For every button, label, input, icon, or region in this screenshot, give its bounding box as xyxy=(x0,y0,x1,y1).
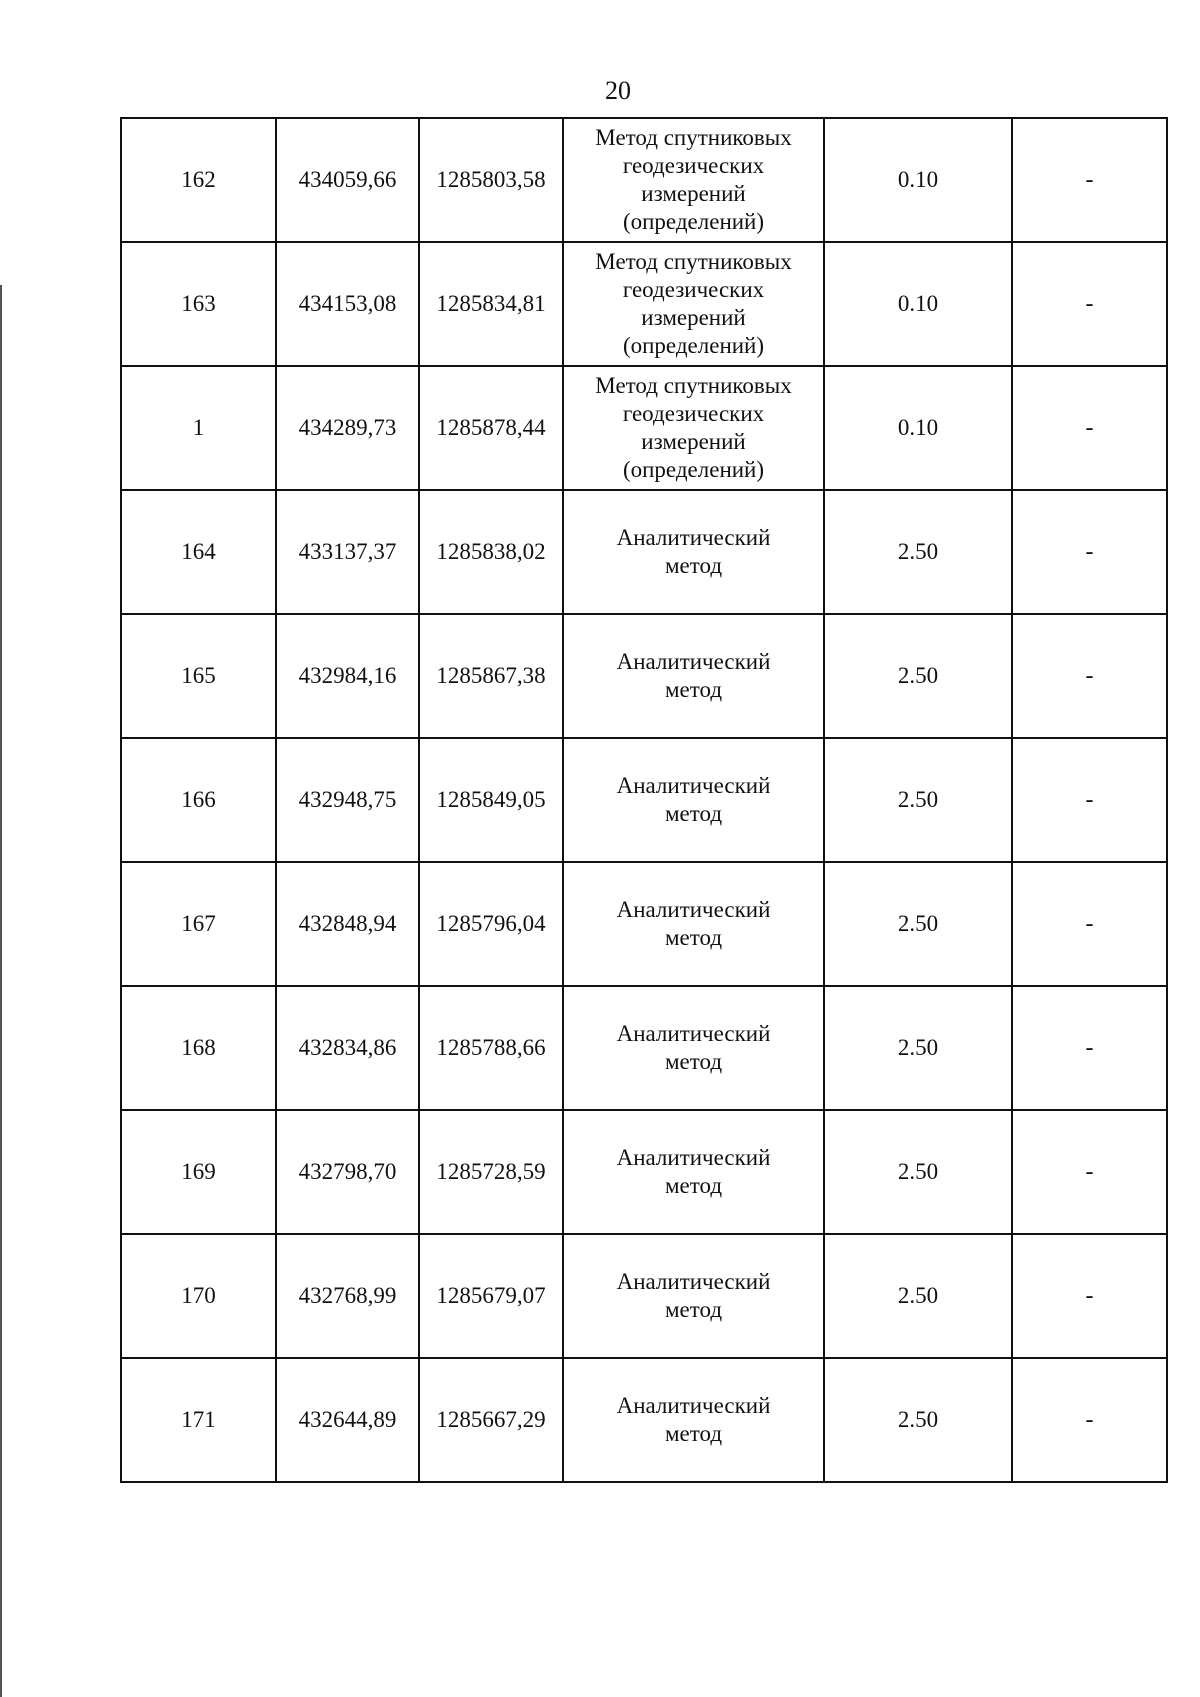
y-coordinate-cell: 1285803,58 xyxy=(419,118,563,242)
point-number-cell: 1 xyxy=(121,366,276,490)
method-cell: Аналитический метод xyxy=(563,738,824,862)
point-number-cell: 169 xyxy=(121,1110,276,1234)
point-number-cell: 171 xyxy=(121,1358,276,1482)
x-coordinate-cell: 432798,70 xyxy=(276,1110,419,1234)
accuracy-cell: 2.50 xyxy=(824,862,1012,986)
point-number-cell: 167 xyxy=(121,862,276,986)
accuracy-cell: 2.50 xyxy=(824,986,1012,1110)
x-coordinate-cell: 432768,99 xyxy=(276,1234,419,1358)
point-number-cell: 163 xyxy=(121,242,276,366)
accuracy-cell: 2.50 xyxy=(824,738,1012,862)
note-cell: - xyxy=(1012,118,1167,242)
table-row xyxy=(121,490,1167,614)
method-cell: Аналитический метод xyxy=(563,1358,824,1482)
point-number-cell: 168 xyxy=(121,986,276,1110)
accuracy-cell: 2.50 xyxy=(824,490,1012,614)
table-row xyxy=(121,614,1167,738)
note-cell: - xyxy=(1012,1234,1167,1358)
x-coordinate-cell: 432644,89 xyxy=(276,1358,419,1482)
x-coordinate-cell: 434153,08 xyxy=(276,242,419,366)
table-row xyxy=(121,1358,1167,1482)
method-cell: Аналитический метод xyxy=(563,490,824,614)
y-coordinate-cell: 1285878,44 xyxy=(419,366,563,490)
accuracy-cell: 2.50 xyxy=(824,1234,1012,1358)
y-coordinate-cell: 1285796,04 xyxy=(419,862,563,986)
method-cell: Метод спутниковых геодезических измерений (определений) xyxy=(563,118,824,242)
note-cell: - xyxy=(1012,986,1167,1110)
y-coordinate-cell: 1285838,02 xyxy=(419,490,563,614)
accuracy-cell: 2.50 xyxy=(824,1358,1012,1482)
note-cell: - xyxy=(1012,862,1167,986)
x-coordinate-cell: 432848,94 xyxy=(276,862,419,986)
scan-edge-line xyxy=(0,285,2,1697)
note-cell: - xyxy=(1012,738,1167,862)
note-cell: - xyxy=(1012,1110,1167,1234)
y-coordinate-cell: 1285849,05 xyxy=(419,738,563,862)
x-coordinate-cell: 434289,73 xyxy=(276,366,419,490)
accuracy-cell: 2.50 xyxy=(824,1110,1012,1234)
y-coordinate-cell: 1285867,38 xyxy=(419,614,563,738)
table-row xyxy=(121,1110,1167,1234)
x-coordinate-cell: 433137,37 xyxy=(276,490,419,614)
method-cell: Метод спутниковых геодезических измерений (определений) xyxy=(563,366,824,490)
method-cell: Аналитический метод xyxy=(563,1234,824,1358)
table-row xyxy=(121,366,1167,490)
table-row xyxy=(121,242,1167,366)
y-coordinate-cell: 1285728,59 xyxy=(419,1110,563,1234)
table-row xyxy=(121,986,1167,1110)
point-number-cell: 164 xyxy=(121,490,276,614)
note-cell: - xyxy=(1012,242,1167,366)
accuracy-cell: 2.50 xyxy=(824,614,1012,738)
point-number-cell: 162 xyxy=(121,118,276,242)
coordinates-table xyxy=(120,117,1168,1483)
method-cell: Метод спутниковых геодезических измерений (определений) xyxy=(563,242,824,366)
method-cell: Аналитический метод xyxy=(563,862,824,986)
accuracy-cell: 0.10 xyxy=(824,366,1012,490)
method-cell: Аналитический метод xyxy=(563,614,824,738)
table-row xyxy=(121,862,1167,986)
x-coordinate-cell: 434059,66 xyxy=(276,118,419,242)
x-coordinate-cell: 432984,16 xyxy=(276,614,419,738)
accuracy-cell: 0.10 xyxy=(824,242,1012,366)
table-row xyxy=(121,118,1167,242)
accuracy-cell: 0.10 xyxy=(824,118,1012,242)
y-coordinate-cell: 1285788,66 xyxy=(419,986,563,1110)
note-cell: - xyxy=(1012,366,1167,490)
y-coordinate-cell: 1285834,81 xyxy=(419,242,563,366)
point-number-cell: 166 xyxy=(121,738,276,862)
point-number-cell: 165 xyxy=(121,614,276,738)
y-coordinate-cell: 1285679,07 xyxy=(419,1234,563,1358)
note-cell: - xyxy=(1012,490,1167,614)
x-coordinate-cell: 432948,75 xyxy=(276,738,419,862)
table-row xyxy=(121,1234,1167,1358)
note-cell: - xyxy=(1012,614,1167,738)
method-cell: Аналитический метод xyxy=(563,1110,824,1234)
point-number-cell: 170 xyxy=(121,1234,276,1358)
method-cell: Аналитический метод xyxy=(563,986,824,1110)
table-row xyxy=(121,738,1167,862)
page-number: 20 xyxy=(605,76,631,105)
coordinates-table-body xyxy=(121,118,1167,1482)
x-coordinate-cell: 432834,86 xyxy=(276,986,419,1110)
y-coordinate-cell: 1285667,29 xyxy=(419,1358,563,1482)
note-cell: - xyxy=(1012,1358,1167,1482)
